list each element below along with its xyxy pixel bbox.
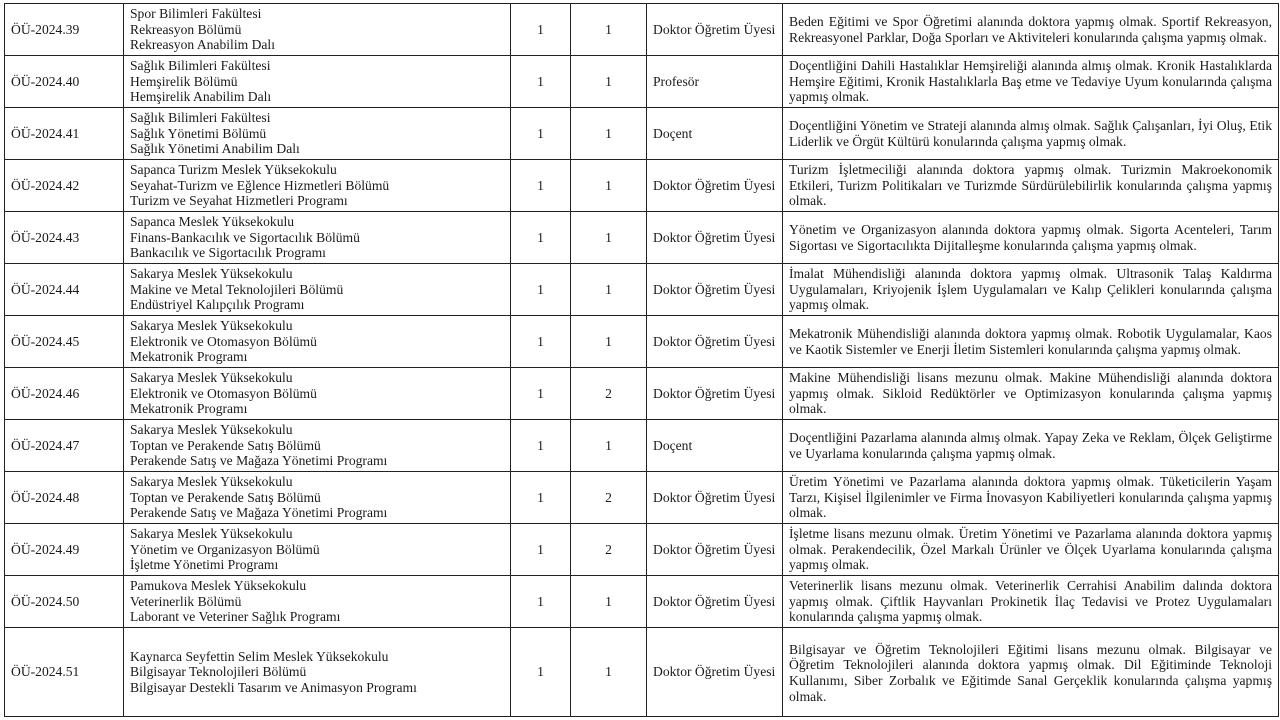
count-1: 1 [511,160,571,212]
requirements: Makine Mühendisliği lisans mezunu olmak. Makine Mühendisliği alanında doktora yapmış olmak. Sikloid Redüktörler ve Optimizasyon konularında çalışma yapmış olmak. [783,368,1279,420]
position-code: ÖÜ-2024.45 [5,316,124,368]
department-name: Hemşirelik Bölümü [130,73,238,89]
count-2: 1 [571,56,647,108]
position-code: ÖÜ-2024.39 [5,4,124,56]
academic-title: Doçent [647,108,783,160]
department-name: Rekreasyon Bölümü [130,21,242,37]
table-row [5,576,1279,628]
unit-cell [124,576,511,628]
academic-title: Doktor Öğretim Üyesi [647,368,783,420]
unit-cell [124,628,511,717]
table-row [5,524,1279,576]
count-2: 1 [571,420,647,472]
count-2: 1 [571,160,647,212]
count-2: 2 [571,368,647,420]
department-name: Veterinerlik Bölümü [130,593,242,609]
faculty-name: Sağlık Bilimleri Fakültesi [130,110,271,126]
requirements: Beden Eğitimi ve Spor Öğretimi alanında doktora yapmış olmak. Sportif Rekreasyon, Rekreasyonel Parklar, Doğa Sporları ve Aktiviteleri konularında çalışma yapmış olmak. [783,4,1279,56]
count-2: 1 [571,628,647,717]
department-name: Finans-Bankacılık ve Sigortacılık Bölümü [130,229,360,245]
count-1: 1 [511,576,571,628]
faculty-name: Sakarya Meslek Yüksekokulu [130,526,293,542]
academic-title: Doçent [647,420,783,472]
department-name: Makine ve Metal Teknolojileri Bölümü [130,281,344,297]
count-1: 1 [511,4,571,56]
program-name: Endüstriyel Kalıpçılık Programı [130,297,305,313]
count-2: 1 [571,316,647,368]
requirements: Yönetim ve Organizasyon alanında doktora yapmış olmak. Sigorta Acenteleri, Tarım Sigortası ve Sigortacılıkta Dijitalleşme konularında çalışma yapmış olmak. [783,212,1279,264]
count-1: 1 [511,368,571,420]
requirements: Üretim Yönetimi ve Pazarlama alanında doktora yapmış olmak. Tüketicilerin Yaşam Tarzı, Kişisel İlgilenimler ve Firma İnovasyon Kabiliyetleri konularında çalışma yapmış olmak. [783,472,1279,524]
academic-title: Doktor Öğretim Üyesi [647,160,783,212]
requirements: Doçentliğini Dahili Hastalıklar Hemşireliği alanında almış olmak. Kronik Hastalıklarda Hemşire Eğitimi, Kronik Hastalıklarla Baş etme ve Tedaviye Uyum konularında çalışma yapmış olmak. [783,56,1279,108]
requirements: Doçentliğini Pazarlama alanında almış olmak. Yapay Zeka ve Reklam, Ölçek Geliştirme ve Uyarlama konularında çalışma yapmış olmak. [783,420,1279,472]
requirements: Mekatronik Mühendisliği alanında doktora yapmış olmak. Robotik Uygulamalar, Kaos ve Kaotik Sistemler ve Enerji İletim Sistemleri konularında çalışma yapmış olmak. [783,316,1279,368]
academic-title: Doktor Öğretim Üyesi [647,524,783,576]
count-1: 1 [511,264,571,316]
academic-title: Doktor Öğretim Üyesi [647,212,783,264]
requirements: Veterinerlik lisans mezunu olmak. Veterinerlik Cerrahisi Anabilim dalında doktora yapmış olmak. Çiftlik Hayvanları Prokinetik İlaç Tedavisi ve Protez Uygulamaları konularında çalışma yapmış olmak. [783,576,1279,628]
table-row [5,472,1279,524]
table-row [5,264,1279,316]
department-name: Sağlık Yönetimi Bölümü [130,125,267,141]
faculty-name: Sakarya Meslek Yüksekokulu [130,370,293,386]
requirements: İmalat Mühendisliği alanında doktora yapmış olmak. Ultrasonik Talaş Kaldırma Uygulamaları, Kriyojenik İşlem Uygulamaları ve Kalıp Çelikleri konularında çalışma yapmış olmak. [783,264,1279,316]
program-name: Sağlık Yönetimi Anabilim Dalı [130,141,300,157]
academic-title: Doktor Öğretim Üyesi [647,264,783,316]
unit-cell [124,212,511,264]
count-2: 2 [571,472,647,524]
position-code: ÖÜ-2024.49 [5,524,124,576]
program-name: Perakende Satış ve Mağaza Yönetimi Programı [130,453,388,469]
count-1: 1 [511,56,571,108]
unit-cell [124,56,511,108]
table-row [5,56,1279,108]
program-name: Mekatronik Programı [130,401,248,417]
count-1: 1 [511,472,571,524]
department-name: Bilgisayar Teknolojileri Bölümü [130,664,307,680]
faculty-name: Sapanca Meslek Yüksekokulu [130,214,295,230]
requirements: İşletme lisans mezunu olmak. Üretim Yönetimi ve Pazarlama alanında doktora yapmış olmak. Perakendecilik, Özel Markalı Ürünler ve Ölçek Uyarlama konularında çalışma yapmış olmak. [783,524,1279,576]
count-1: 1 [511,316,571,368]
count-1: 1 [511,108,571,160]
position-code: ÖÜ-2024.44 [5,264,124,316]
position-code: ÖÜ-2024.42 [5,160,124,212]
unit-cell [124,4,511,56]
academic-title: Doktor Öğretim Üyesi [647,628,783,717]
faculty-name: Sakarya Meslek Yüksekokulu [130,422,293,438]
program-name: Rekreasyon Anabilim Dalı [130,37,275,53]
department-name: Toptan ve Perakende Satış Bölümü [130,489,321,505]
faculty-name: Sağlık Bilimleri Fakültesi [130,58,271,74]
academic-title: Doktor Öğretim Üyesi [647,472,783,524]
table-row [5,628,1279,717]
unit-cell [124,160,511,212]
faculty-name: Sapanca Turizm Meslek Yüksekokulu [130,162,337,178]
faculty-name: Kaynarca Seyfettin Selim Meslek Yüksekokulu [130,648,389,664]
unit-cell [124,524,511,576]
academic-title: Doktor Öğretim Üyesi [647,4,783,56]
department-name: Elektronik ve Otomasyon Bölümü [130,333,317,349]
faculty-positions-table [4,3,1279,717]
position-code: ÖÜ-2024.47 [5,420,124,472]
position-code: ÖÜ-2024.46 [5,368,124,420]
unit-cell [124,108,511,160]
count-2: 1 [571,108,647,160]
department-name: Toptan ve Perakende Satış Bölümü [130,437,321,453]
count-2: 1 [571,576,647,628]
table-row [5,212,1279,264]
faculty-name: Sakarya Meslek Yüksekokulu [130,266,293,282]
program-name: Bankacılık ve Sigortacılık Programı [130,245,326,261]
position-code: ÖÜ-2024.40 [5,56,124,108]
table-row [5,108,1279,160]
count-1: 1 [511,212,571,264]
table-row [5,160,1279,212]
requirements: Doçentliğini Yönetim ve Strateji alanında almış olmak. Sağlık Çalışanları, İyi Oluş, Etik Liderlik ve Örgüt Kültürü konularında çalışma yapmış olmak. [783,108,1279,160]
count-1: 1 [511,420,571,472]
table-row [5,420,1279,472]
requirements: Turizm İşletmeciliği alanında doktora yapmış olmak. Turizmin Makroekonomik Etkileri, Turizm Politikaları ve Turizmde Sürdürülebilirlik konularında çalışma yapmış olmak. [783,160,1279,212]
position-code: ÖÜ-2024.51 [5,628,124,717]
position-code: ÖÜ-2024.48 [5,472,124,524]
faculty-name: Sakarya Meslek Yüksekokulu [130,318,293,334]
faculty-name: Pamukova Meslek Yüksekokulu [130,578,307,594]
department-name: Elektronik ve Otomasyon Bölümü [130,385,317,401]
table-body [5,4,1279,717]
academic-title: Doktor Öğretim Üyesi [647,316,783,368]
faculty-name: Spor Bilimleri Fakültesi [130,6,262,22]
requirements: Bilgisayar ve Öğretim Teknolojileri Eğitimi lisans mezunu olmak. Bilgisayar ve Öğretim Teknolojileri alanında doktora yapmış olmak. Dil Eğitiminde Teknoloji Kullanımı, Siber Zorbalık ve Eğitimde Sanal Gerçeklik konularında çalışma yapmış olmak. [783,628,1279,717]
department-name: Seyahat-Turizm ve Eğlence Hizmetleri Bölümü [130,177,390,193]
count-1: 1 [511,524,571,576]
program-name: İşletme Yönetimi Programı [130,557,279,573]
faculty-name: Sakarya Meslek Yüksekokulu [130,474,293,490]
program-name: Perakende Satış ve Mağaza Yönetimi Programı [130,505,388,521]
table-row [5,316,1279,368]
unit-cell [124,316,511,368]
program-name: Laborant ve Veteriner Sağlık Programı [130,609,341,625]
unit-cell [124,420,511,472]
count-2: 2 [571,524,647,576]
table-row [5,368,1279,420]
department-name: Yönetim ve Organizasyon Bölümü [130,541,320,557]
position-code: ÖÜ-2024.43 [5,212,124,264]
program-name: Hemşirelik Anabilim Dalı [130,89,272,105]
program-name: Bilgisayar Destekli Tasarım ve Animasyon Programı [130,679,417,695]
count-2: 1 [571,264,647,316]
unit-cell [124,264,511,316]
unit-cell [124,368,511,420]
count-2: 1 [571,4,647,56]
position-code: ÖÜ-2024.41 [5,108,124,160]
count-1: 1 [511,628,571,717]
table-row [5,4,1279,56]
unit-cell [124,472,511,524]
program-name: Mekatronik Programı [130,349,248,365]
academic-title: Doktor Öğretim Üyesi [647,576,783,628]
program-name: Turizm ve Seyahat Hizmetleri Programı [130,193,348,209]
position-code: ÖÜ-2024.50 [5,576,124,628]
count-2: 1 [571,212,647,264]
academic-title: Profesör [647,56,783,108]
